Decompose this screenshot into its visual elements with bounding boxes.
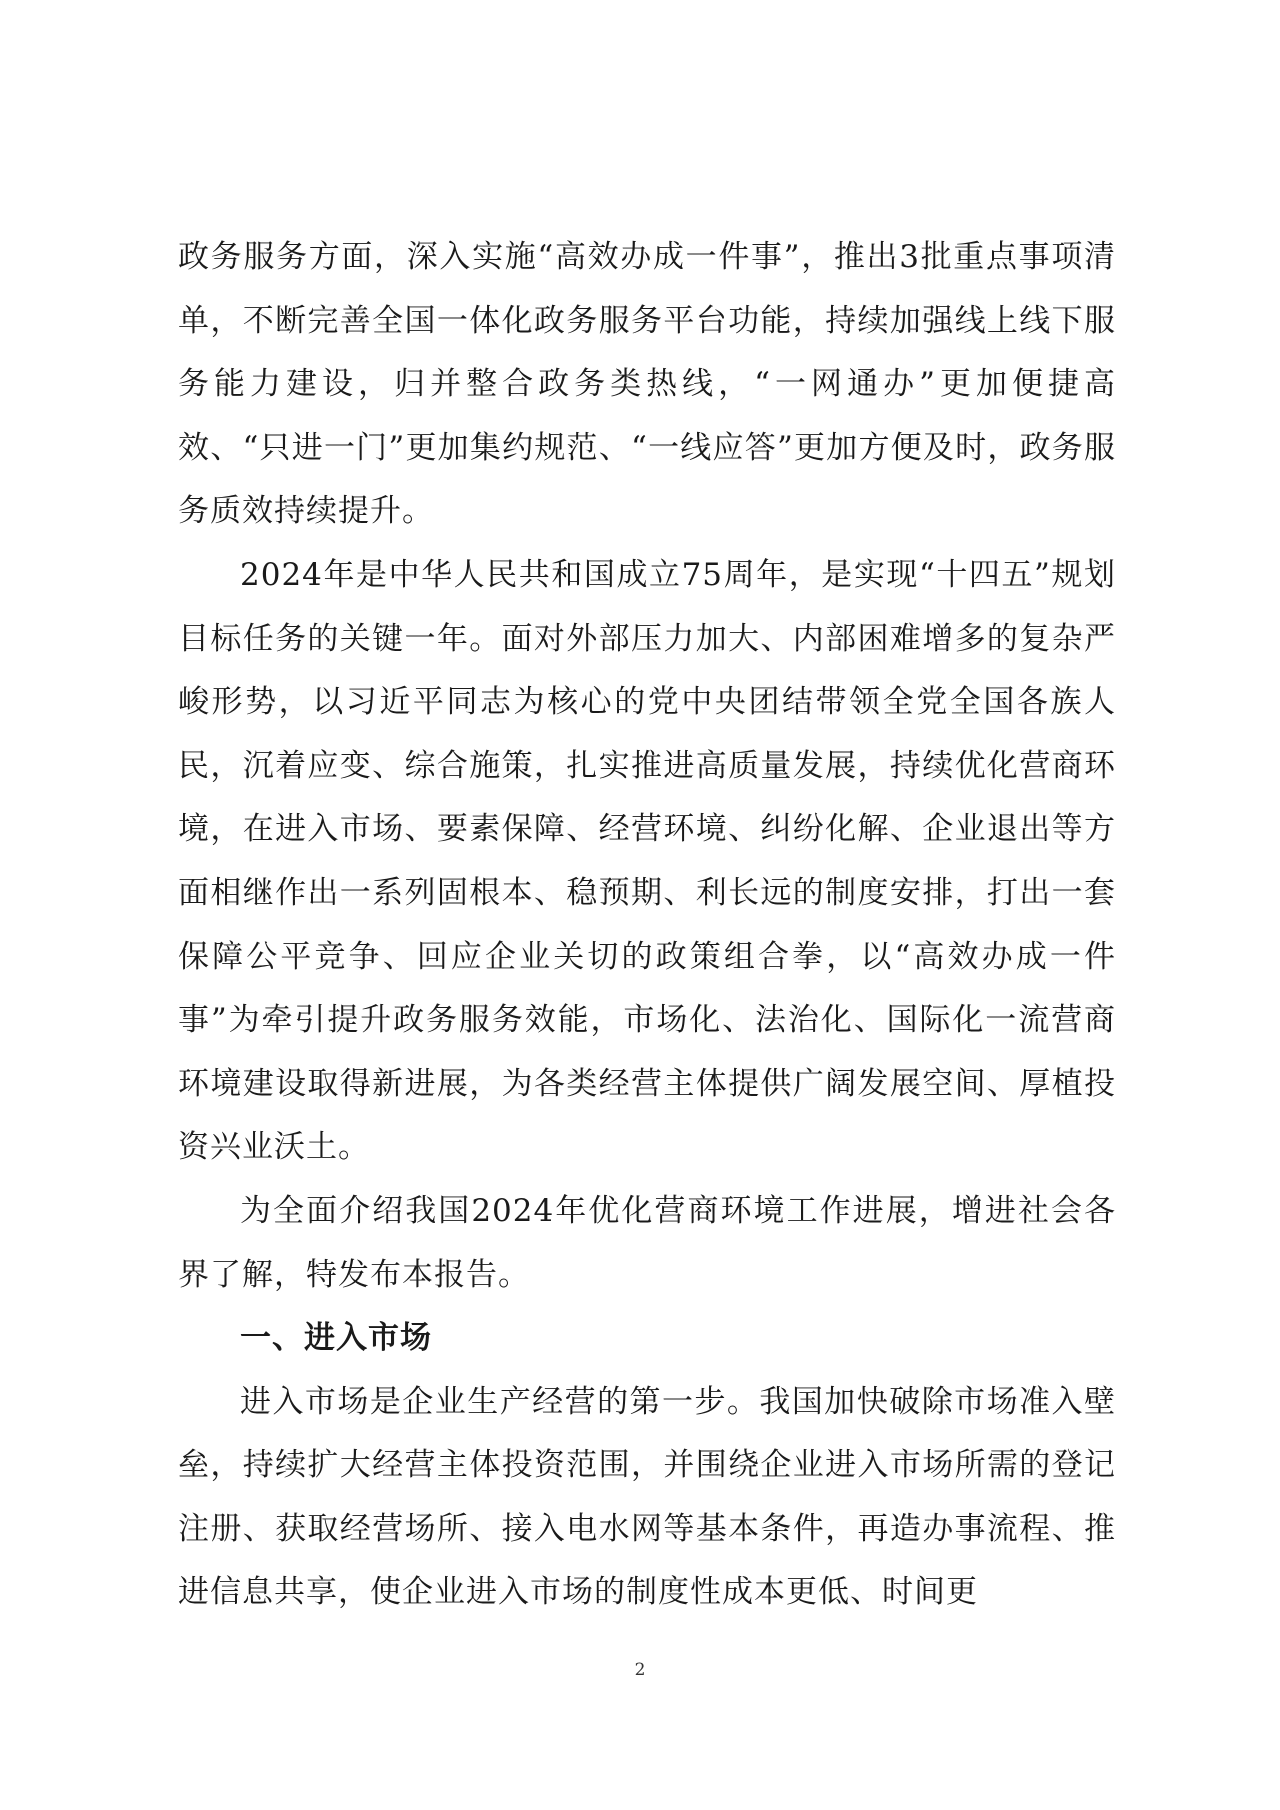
paragraph-market-entry: 进入市场是企业生产经营的第一步。我国加快破除市场准入壁垒，持续扩大经营主体投资范围，并围绕企业进入市场所需的登记注册、获取经营场所、接入电水网等基本条件，再造办事流程、推进信息共享，使企业进入市场的制度性成本更低、时间更: [178, 1383, 1116, 1611]
paragraph-report-purpose: 为全面介绍我国2024年优化营商环境工作进展，增进社会各界了解，特发布本报告。: [178, 1192, 1116, 1293]
page-number: 2: [634, 1660, 646, 1680]
paragraph-government-services: 政务服务方面，深入实施“高效办成一件事”，推出3批重点事项清单，不断完善全国一体化政务服务平台功能，持续加强线上线下服务能力建设，归并整合政务类热线，“一网通办”更加便捷高效、“只进一门”更加集约规范、“一线应答”更加方便及时，政务服务质效持续提升。: [178, 239, 1116, 530]
document-body: [178, 226, 1116, 1625]
paragraph-2024-overview: 2024年是中华人民共和国成立75周年，是实现“十四五”规划目标任务的关键一年。面对外部压力加大、内部困难增多的复杂严峻形势，以习近平同志为核心的党中央团结带领全党全国各族人民，沉着应变、综合施策，扎实推进高质量发展，持续优化营商环境，在进入市场、要素保障、经营环境、纠纷化解、企业退出等方面相继作出一系列固根本、稳预期、利长远的制度安排，打出一套保障公平竞争、回应企业关切的政策组合拳，以“高效办成一件事”为牵引提升政务服务效能，市场化、法治化、国际化一流营商环境建设取得新进展，为各类经营主体提供广阔发展空间、厚植投资兴业沃土。: [178, 556, 1116, 1166]
section-heading-market-entry: 一、进入市场: [240, 1320, 432, 1357]
